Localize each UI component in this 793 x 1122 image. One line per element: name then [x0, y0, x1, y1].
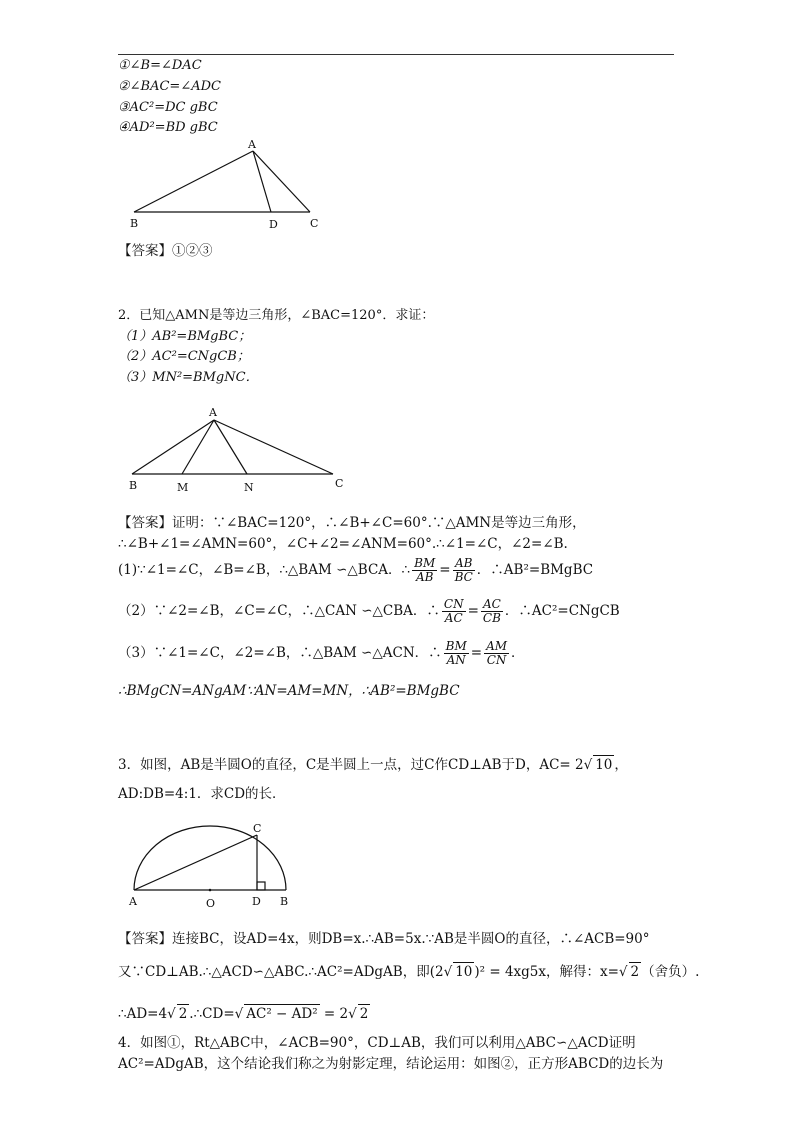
q2-item-2: （2）AC²=CNgCB；: [118, 349, 250, 364]
answer-2-line-3: [118, 557, 593, 584]
fig3-label-b: B: [280, 895, 289, 908]
answer-2-line-4: [118, 598, 620, 625]
fig3-label-c: C: [253, 822, 262, 835]
fraction-den: AC: [444, 611, 463, 625]
fraction-den: AB: [415, 570, 434, 584]
answer-3-line-2-text: 又∵CD⊥AB.∴△ACD∽△ABC.∴AC²=ADgAB，即(2: [118, 964, 444, 980]
equals: =: [470, 645, 483, 661]
fraction: [412, 557, 437, 584]
sqrt-icon: √: [167, 1006, 176, 1022]
q2-item-1: （1）AB²=BMgBC；: [118, 329, 252, 344]
q3-line-1: [118, 755, 628, 774]
answer-3-line-3-eq: = 2: [319, 1006, 349, 1022]
fig2-label-b: B: [129, 479, 138, 492]
fig1-label-d: D: [269, 218, 278, 231]
answer-2-line-5-lead: （3）∵∠1=∠C，∠2=∠B，∴△BAM ∽△ACN．∴: [118, 645, 442, 661]
radicand: 10: [455, 964, 473, 980]
figure-1-triangle: [120, 135, 340, 235]
fig3-label-d: D: [252, 895, 261, 908]
answer-2-line-5-tail: ．: [511, 645, 525, 661]
fraction-num: BM: [445, 639, 467, 653]
fraction-den: CN: [486, 653, 507, 667]
fig2-label-a: A: [209, 406, 217, 419]
answer-2-line-3-tail: ．∴AB²=BMgBC: [476, 562, 594, 578]
option-2: ②∠BAC=∠ADC: [118, 79, 221, 94]
radicand: 2: [178, 1006, 188, 1022]
sqrt-icon: √: [618, 964, 628, 980]
answer-3-line-3-mid: .∴CD=: [189, 1006, 235, 1022]
fraction-num: AC: [481, 598, 503, 612]
fig1-label-a: A: [248, 138, 256, 151]
sqrt-icon: √: [348, 1006, 357, 1022]
fraction-den: AN: [446, 653, 466, 667]
fig3-label-o: O: [206, 897, 216, 910]
answer-3-line-1: 【答案】连接BC，设AD=4x，则DB=x.∴AB=5x.∵AB是半圆O的直径，∴∠ACB=90°: [118, 931, 650, 947]
fig2-label-m: M: [177, 481, 189, 494]
answer-3-line-3: [118, 1004, 370, 1023]
fraction: [484, 640, 509, 667]
figure-2-triangle: [120, 402, 360, 497]
q4-line-1: 4．如图①，Rt△ABC中，∠ACB=90°，CD⊥AB，我们可以利用△ABC∽△ACD证明: [118, 1035, 636, 1051]
answer-3-line-2-end: （舍负）.: [641, 964, 700, 980]
fraction: [481, 598, 503, 625]
answer-3-line-2: [118, 962, 699, 981]
q3-line-1-text: 3．如图，AB是半圆O的直径，C是半圆上一点，过C作CD⊥AB于D，AC= 2: [118, 757, 584, 773]
fraction-num: CN: [443, 597, 464, 611]
fraction-num: AM: [486, 639, 508, 653]
radicand: 2: [359, 1006, 369, 1022]
fraction: [444, 640, 469, 667]
equals: =: [467, 603, 479, 619]
option-1: ①∠B=∠DAC: [118, 58, 202, 73]
q3-line-2: AD:DB=4:1．求CD的长．: [118, 786, 286, 802]
answer-3-line-2-mid: )² = 4xg5x，解得：x=: [474, 964, 619, 980]
option-4: ④AD²=BD gBC: [118, 120, 218, 135]
sqrt-icon: √: [234, 1006, 244, 1022]
fraction-num: AB: [453, 557, 475, 571]
fig1-label-b: B: [130, 217, 139, 230]
fig1-label-c: C: [310, 217, 319, 230]
answer-2-line-4-tail: ．∴AC²=CNgCB: [504, 603, 620, 619]
fraction: [442, 598, 466, 625]
q2-stem: 2．已知△AMN是等边三角形，∠BAC=120°．求证：: [118, 308, 435, 323]
fig2-label-n: N: [244, 481, 254, 494]
fraction: [453, 557, 475, 584]
answer-2-line-3-lead: (1)∵∠1=∠C，∠B=∠B，∴△BAM ∽△BCA．∴: [118, 562, 411, 578]
q4-line-2: AC²=ADgAB，这个结论我们称之为射影定理，结论运用：如图②，正方形ABCD的边长为: [118, 1056, 664, 1072]
answer-2-line-5: [118, 640, 525, 667]
header-rule: [118, 54, 674, 55]
answer-3-line-3-text: ∴AD=4: [118, 1006, 168, 1022]
answer-2-line-1: 【答案】证明：∵∠BAC=120°，∴∠B+∠C=60°.∵△AMN是等边三角形，: [118, 515, 586, 531]
answer-2-line-6: ∴BMgCN=ANgAM∵AN=AM=MN，∴AB²=BMgBC: [118, 683, 460, 699]
sqrt-icon: √: [443, 964, 453, 980]
sqrt-icon: √: [583, 757, 593, 773]
figure-3-semicircle: [120, 815, 310, 915]
radicand: 10: [595, 757, 613, 773]
option-3: ③AC²=DC gBC: [118, 100, 218, 115]
fig2-label-c: C: [335, 477, 344, 490]
answer-1: 【答案】①②③: [118, 243, 213, 259]
fig3-label-a: A: [129, 895, 137, 908]
fraction-den: BC: [454, 570, 473, 584]
q3-line-1-end: ，: [614, 757, 628, 773]
answer-2-line-2: ∴∠B+∠1=∠AMN=60°，∠C+∠2=∠ANM=60°.∴∠1=∠C，∠2=∠B.: [118, 536, 568, 552]
radicand: AC² − AD²: [246, 1006, 318, 1022]
fraction-den: CB: [482, 611, 501, 625]
q2-item-3: （3）MN²=BMgNC．: [118, 370, 259, 385]
radicand: 2: [630, 964, 640, 980]
fraction-num: BM: [414, 556, 436, 570]
equals: =: [439, 562, 451, 578]
answer-2-line-4-lead: （2）∵∠2=∠B，∠C=∠C，∴△CAN ∽△CBA．∴: [118, 603, 440, 619]
